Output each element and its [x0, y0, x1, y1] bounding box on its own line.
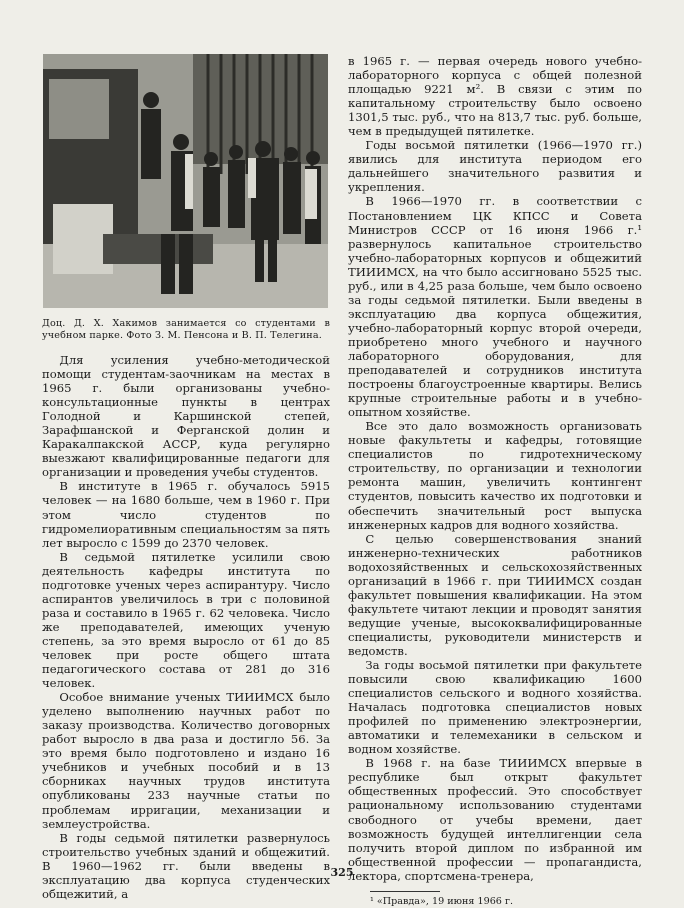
photo-caption: Доц. Д. Х. Хакимов занимается со студентами в учебном парке. Фото З. М. Пенсона и В. П. Телегина.: [42, 318, 330, 341]
photo: [43, 54, 328, 308]
footnote: ¹ «Правда», 19 июня 1966 г.: [370, 895, 514, 907]
left-column: [42, 54, 330, 901]
right-paragraph-6: В 1968 г. на базе ТИИИМСХ впервые в республике был открыт факультет общественных профессий. Это способствует рациональному использованию студентами свободного от учебы времени, дает возможность будущей интеллигенции села получить второй диплом по избранной им общественной профессии — пропагандиста, лектора, спортсмена-тренера,: [348, 756, 642, 883]
right-column: [348, 54, 642, 908]
right-paragraph-4: С целью совершенствования знаний инженерно-технических работников водохозяйственных и сельскохозяйственных организаций в 1966 г. при ТИИИМСХ создан факультет повышения квалификации. На этом факультете читают лекции и проводят занятия ведущие ученые, высококвалифицированные специалисты, руководители министерств и ведомств.: [348, 531, 642, 658]
left-paragraph-4: Особое внимание ученых ТИИИМСХ было уделено выполнению научных работ по заказу производства. Количество договорных работ выросло в два раза и достигло 56. За это время было подготовлено и издано 16 учебников и учебных пособий и в 13 сборниках научных трудов института опубликованы 233 научные статьи по проблемам ирригации, механизации и землеустройства.: [42, 690, 330, 831]
left-paragraph-1: Для усиления учебно-методической помощи студентам-заочникам на местах в 1965 г. были организованы учебно-консультационные пункты в центрах Голодной и Каршинской степей, Зарафшанской и Ферганской долин и Каракалпакской АССР, куда регулярно выезжают квалифицированные педагоги для организации и проведения учебы студентов.: [42, 353, 330, 480]
right-paragraph-2: В 1966—1970 гг. в соответствии с Постановлением ЦК КПСС и Совета Министров СССР от 16 июня 1966 г.¹ развернулось капитальное строительство учебно-лабораторных корпусов и общежитий ТИИИМСХ, на что было ассигновано 5525 тыс. руб., или в 4,25 раза больше, чем было освоено за годы седьмой пятилетки. Были введены в эксплуатацию два корпуса общежития, учебно-лабораторный корпус второй очереди, приобретено много учебного и научного лабораторного оборудования, для преподавателей и сотрудников института построены благоустроенные квартиры. Велись крупные строительные работы и в учебно-опытном хозяйстве.: [348, 194, 642, 420]
left-paragraph-3: В седьмой пятилетке усилили свою деятельность кафедры института по подготовке ученых через аспирантуру. Число аспирантов увеличилось в три с половиной раза и составило в 1965 г. 62 человека. Число же преподавателей, имеющих ученую степень, за это время выросло от 61 до 85 человек при росте общего штата педагогического состава от 281 до 316 человек.: [42, 549, 330, 691]
page-number: 325: [330, 866, 354, 879]
right-paragraph-3: Все это дало возможность организовать новые факультеты и кафедры, готовящие специалистов по гидротехническому строительству, по организации и технологии ремонта машин, увеличить контингент студентов, повысить качество их подготовки и обеспечить значительный рост выпуска инженерных кадров для водного хозяйства.: [348, 419, 642, 532]
right-paragraph-5: За годы восьмой пятилетки при факультете повысили свою квалификацию 1600 специалистов сельского и водного хозяйства. Началась подготовка специалистов новых профилей по применению электроэнергии, автоматики и телемеханики в сельском и водном хозяйстве.: [348, 658, 642, 757]
photo-image: [43, 54, 328, 308]
left-paragraph-5: В годы седьмой пятилетки развернулось строительство учебных зданий и общежитий. В 1960—1962 гг. были введены в эксплуатацию два корпуса студенческих общежитий, а: [42, 830, 330, 901]
left-paragraph-2: В институте в 1965 г. обучалось 5915 человек — на 1680 больше, чем в 1960 г. При этом число студентов по гидромелиоративным специальностям за пять лет выросло с 1599 до 2370 человек.: [42, 479, 330, 550]
right-paragraph-1: Годы восьмой пятилетки (1966—1970 гг.) явились для института периодом его дальнейшего значительного развития и укрепления.: [348, 138, 642, 195]
right-paragraph-continuation: в 1965 г. — первая очередь нового учебно-лабораторного корпуса с общей полезной площадью 9221 м². В связи с этим по капитальному строительству было освоено 1301,5 тыс. руб., что на 813,7 тыс. руб. больше, чем в предыдущей пятилетке.: [348, 54, 642, 139]
footnote-rule: [370, 891, 440, 892]
